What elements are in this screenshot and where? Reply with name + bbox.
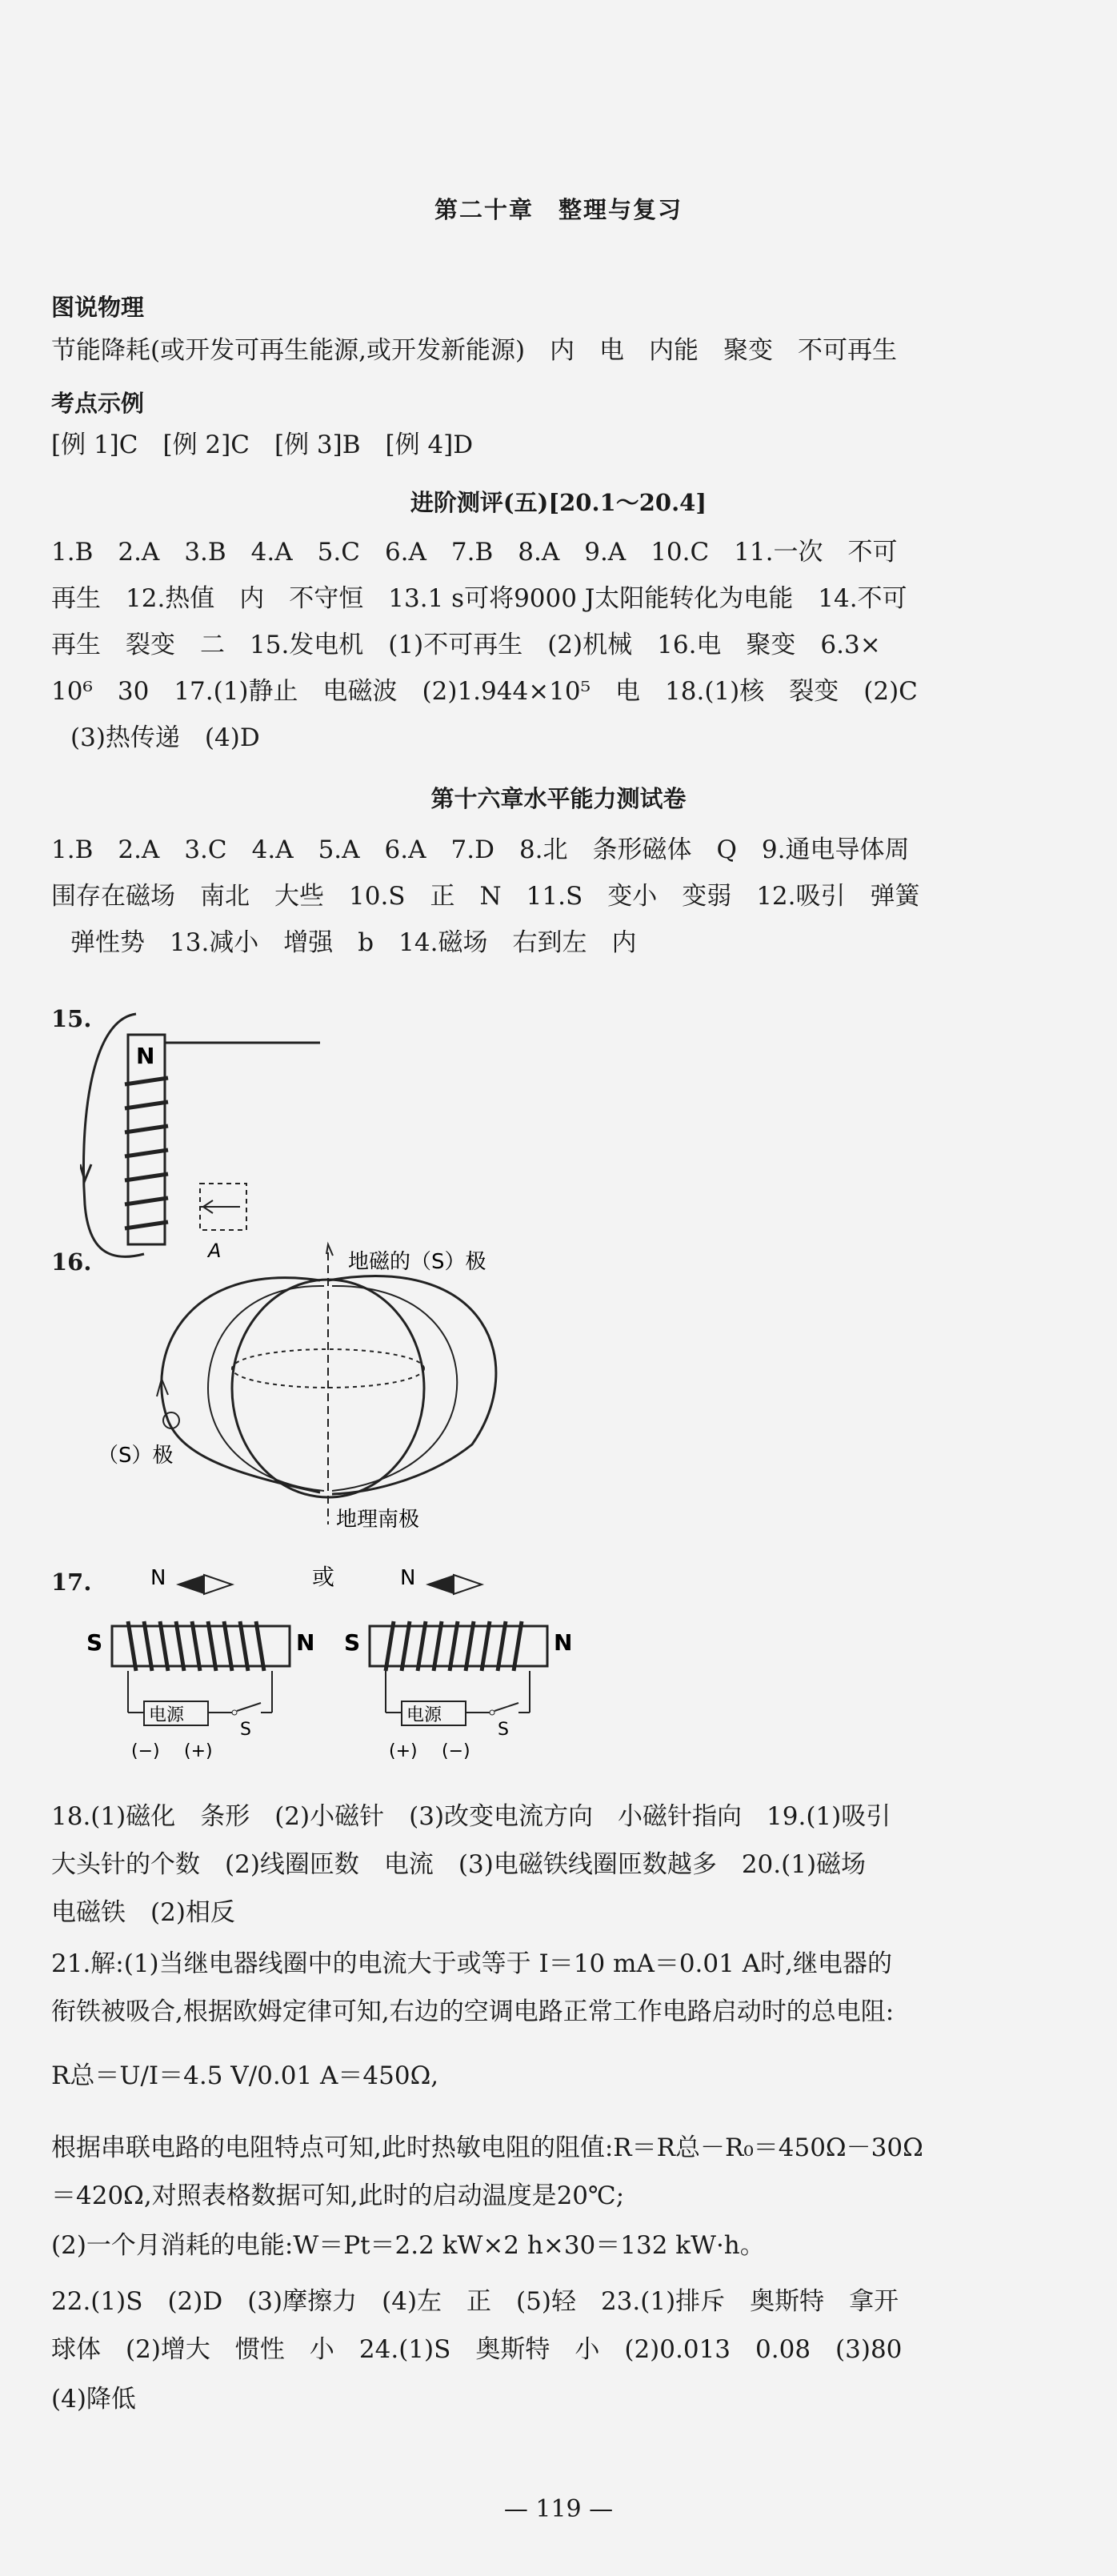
section-heading-tushuo: 图说物理 bbox=[51, 294, 145, 321]
q17-right-end-s: S bbox=[344, 1629, 361, 1656]
q16-left-label: （S）极 bbox=[98, 1444, 174, 1468]
q17-right-polarity-1: (+) bbox=[389, 1741, 418, 1761]
q17-right-needle-label: N bbox=[400, 1566, 416, 1590]
tushuo-answer: 节能降耗(或开发可再生能源,或开发新能源) 内 电 内能 聚变 不可再生 bbox=[51, 336, 898, 365]
test5-line-1: 1.B 2.A 3.B 4.A 5.C 6.A 7.B 8.A 9.A 10.C 11.一次 不可 bbox=[51, 538, 898, 567]
answer-line-21a: 21.解:(1)当继电器线圈中的电流大于或等于 I＝10 mA＝0.01 A时,继电器的 bbox=[51, 1949, 892, 1978]
q15-point-label: A bbox=[208, 1240, 222, 1262]
q15-label: 15. bbox=[51, 1005, 92, 1032]
answer-line-21c: 根据串联电路的电阻特点可知,此时热敏电阻的阻值:R＝R总－R₀＝450Ω－30Ω bbox=[51, 2133, 923, 2162]
answer-line-21e: (2)一个月消耗的电能:W＝Pt＝2.2 kW×2 h×30＝132 kW·h。 bbox=[51, 2231, 765, 2260]
q16-top-label: 地磁的（S）极 bbox=[348, 1250, 486, 1274]
q17-left-switch: S bbox=[240, 1720, 251, 1740]
test16-title: 第十六章水平能力测试卷 bbox=[430, 785, 687, 812]
q17-right-switch: S bbox=[498, 1720, 509, 1740]
answer-line-19: 大头针的个数 (2)线圈匝数 电流 (3)电磁铁线圈匝数越多 20.(1)磁场 bbox=[51, 1850, 867, 1879]
q17-right-end-n: N bbox=[554, 1629, 573, 1656]
q16-bottom-label: 地理南极 bbox=[336, 1508, 420, 1532]
answer-line-18: 18.(1)磁化 条形 (2)小磁针 (3)改变电流方向 小磁针指向 19.(1)吸引 bbox=[51, 1802, 891, 1831]
q17-left-end-n: N bbox=[296, 1629, 315, 1656]
answer-line-21b: 衔铁被吸合,根据欧姆定律可知,右边的空调电路正常工作电路启动时的总电阻: bbox=[51, 1997, 895, 2026]
q17-right-source: 电源 bbox=[406, 1705, 442, 1725]
page-number: — 119 — bbox=[503, 2495, 614, 2523]
chapter-title: 第二十章 整理与复习 bbox=[434, 196, 683, 223]
test5-line-4: 10⁶ 30 17.(1)静止 电磁波 (2)1.944×10⁵ 电 18.(1)核 裂变 (2)C bbox=[51, 677, 918, 706]
q15-solenoid-figure bbox=[80, 1004, 368, 1268]
q15-pole-label: N bbox=[136, 1043, 155, 1069]
test5-line-5: (3)热传递 (4)D bbox=[70, 723, 260, 752]
q17-left-polarity-1: (−) bbox=[131, 1741, 160, 1761]
test5-title: 进阶测评(五)[20.1～20.4] bbox=[410, 489, 707, 516]
test16-line-3: 弹性势 13.减小 增强 b 14.磁场 右到左 内 bbox=[70, 928, 637, 957]
answer-line-20: 电磁铁 (2)相反 bbox=[51, 1898, 235, 1927]
answer-line-23: 球体 (2)增大 惯性 小 24.(1)S 奥斯特 小 (2)0.013 0.08 (3)80 bbox=[51, 2335, 903, 2364]
answer-line-24: (4)降低 bbox=[51, 2385, 136, 2414]
answer-line-21d: ＝420Ω,对照表格数据可知,此时的启动温度是20℃; bbox=[51, 2181, 625, 2210]
test16-line-1: 1.B 2.A 3.C 4.A 5.A 6.A 7.D 8.北 条形磁体 Q 9.通电导体周 bbox=[51, 835, 910, 864]
q17-electromagnet-figure bbox=[80, 1560, 624, 1769]
q17-right-polarity-2: (−) bbox=[442, 1741, 470, 1761]
q16-earth-field-figure bbox=[88, 1236, 568, 1532]
answer-line-22: 22.(1)S (2)D (3)摩擦力 (4)左 正 (5)轻 23.(1)排斥 奥斯特 拿开 bbox=[51, 2287, 899, 2316]
test5-line-2: 再生 12.热值 内 不守恒 13.1 s可将9000 J太阳能转化为电能 14.不可 bbox=[51, 584, 907, 613]
q17-or: 或 bbox=[312, 1564, 335, 1590]
q17-left-end-s: S bbox=[86, 1629, 103, 1656]
q17-left-polarity-2: (+) bbox=[184, 1741, 213, 1761]
section-heading-kaodian: 考点示例 bbox=[51, 390, 145, 417]
q17-left-source: 电源 bbox=[149, 1705, 185, 1725]
q16-label: 16. bbox=[51, 1248, 92, 1276]
q17-label: 17. bbox=[51, 1568, 92, 1596]
q17-left-needle-label: N bbox=[150, 1566, 166, 1590]
answer-line-21-formula: R总＝U/I＝4.5 V/0.01 A＝450Ω, bbox=[51, 2061, 439, 2090]
test5-line-3: 再生 裂变 二 15.发电机 (1)不可再生 (2)机械 16.电 聚变 6.3× bbox=[51, 631, 881, 659]
test16-line-2: 围存在磁场 南北 大些 10.S 正 N 11.S 变小 变弱 12.吸引 弹簧 bbox=[51, 882, 920, 911]
examples-line: [例 1]C [例 2]C [例 3]B [例 4]D bbox=[51, 431, 474, 459]
